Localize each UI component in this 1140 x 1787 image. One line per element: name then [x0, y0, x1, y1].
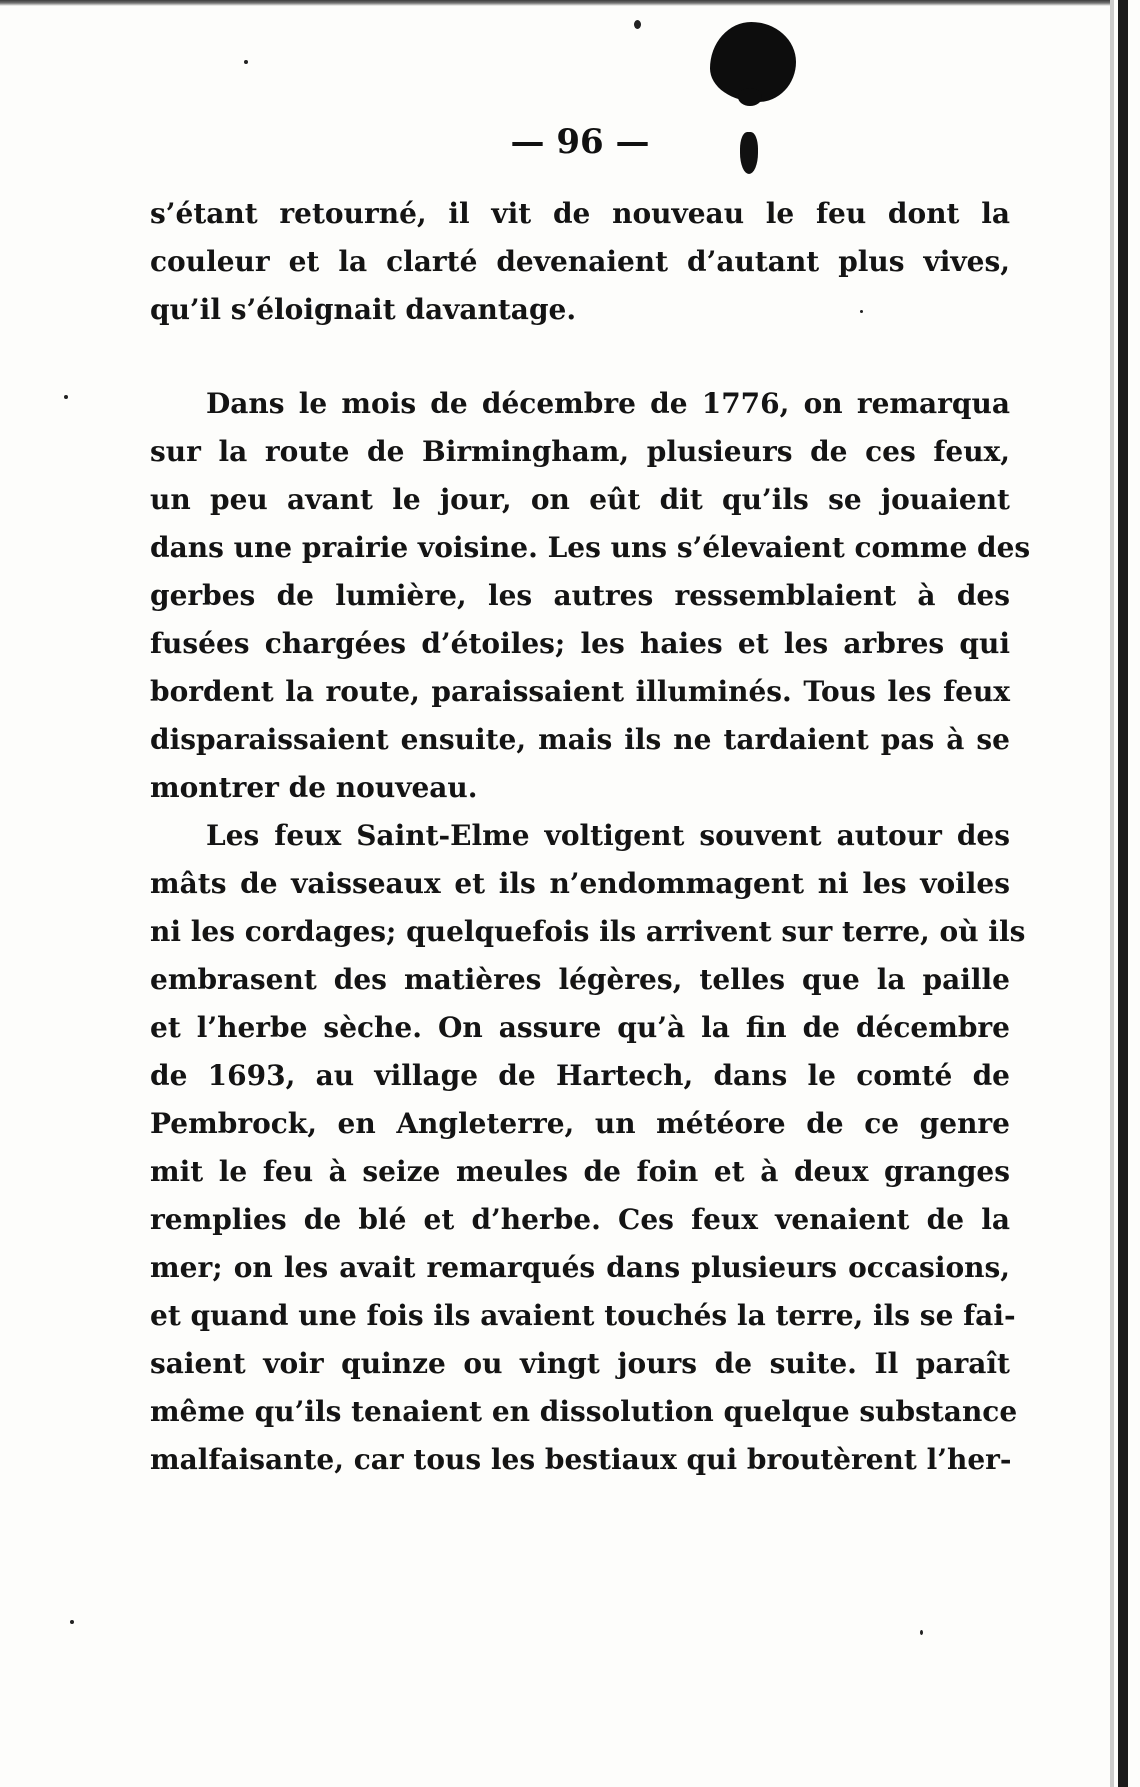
text-line: embrasent des matières légères, telles que la paille	[150, 963, 1010, 996]
text-line: et quand une fois ils avaient touchés la terre, ils se fai-	[150, 1299, 1016, 1332]
text-line: montrer de nouveau.	[150, 771, 478, 804]
text-line: sur la route de Birmingham, plusieurs de ces feux,	[150, 435, 1010, 468]
text-line: s’étant retourné, il vit de nouveau le feu dont la	[150, 197, 1010, 230]
paragraph-1	[150, 190, 1010, 334]
text-line: fusées chargées d’étoiles; les haies et les arbres qui	[150, 627, 1010, 660]
text-line: même qu’ils tenaient en dissolution quelque substance	[150, 1395, 1018, 1428]
page-number: — 96 —	[510, 122, 650, 162]
text-line: gerbes de lumière, les autres ressemblaient à des	[150, 579, 1010, 612]
body-text	[150, 190, 1031, 1484]
text-line: Dans le mois de décembre de 1776, on remarqua	[206, 387, 1010, 420]
text-line: de 1693, au village de Hartech, dans le comté de	[150, 1059, 1010, 1092]
ink-blot-tail	[738, 88, 762, 106]
scan-binding-shadow	[1110, 0, 1114, 1787]
scan-top-edge	[0, 0, 1110, 6]
ink-speck	[634, 20, 641, 29]
text-line: mer; on les avait remarqués dans plusieurs occasions,	[150, 1251, 1010, 1284]
paragraph-2	[150, 380, 1031, 812]
text-line: et l’herbe sèche. On assure qu’à la fin de décembre	[150, 1011, 1010, 1044]
text-line: bordent la route, paraissaient illuminés. Tous les feux	[150, 675, 1010, 708]
text-line: remplies de blé et d’herbe. Ces feux venaient de la	[150, 1203, 1010, 1236]
text-line: qu’il s’éloignait davantage.	[150, 293, 577, 326]
text-line: malfaisante, car tous les bestiaux qui broutèrent l’her-	[150, 1443, 1012, 1476]
text-line: couleur et la clarté devenaient d’autant plus vives,	[150, 245, 1010, 278]
ink-speck	[920, 1630, 923, 1635]
text-line: Les feux Saint-Elme voltigent souvent autour des	[206, 819, 1010, 852]
text-line: disparaissaient ensuite, mais ils ne tardaient pas à se	[150, 723, 1010, 756]
scan-right-edge	[1118, 0, 1128, 1787]
text-line: ni les cordages; quelquefois ils arrivent sur terre, où ils	[150, 915, 1026, 948]
text-line: un peu avant le jour, on eût dit qu’ils se jouaient	[150, 483, 1010, 516]
text-line: mit le feu à seize meules de foin et à deux granges	[150, 1155, 1010, 1188]
ink-drip	[740, 132, 758, 174]
text-line: dans une prairie voisine. Les uns s’élevaient comme des	[150, 531, 1031, 564]
ink-speck	[244, 60, 248, 64]
text-line: Pembrock, en Angleterre, un météore de ce genre	[150, 1107, 1010, 1140]
text-line: saient voir quinze ou vingt jours de suite. Il paraît	[150, 1347, 1010, 1380]
ink-speck	[64, 395, 68, 399]
text-line: mâts de vaisseaux et ils n’endommagent ni les voiles	[150, 867, 1010, 900]
paragraph-3	[150, 812, 1026, 1484]
paragraph-gap	[150, 334, 1010, 380]
ink-speck	[70, 1620, 74, 1624]
